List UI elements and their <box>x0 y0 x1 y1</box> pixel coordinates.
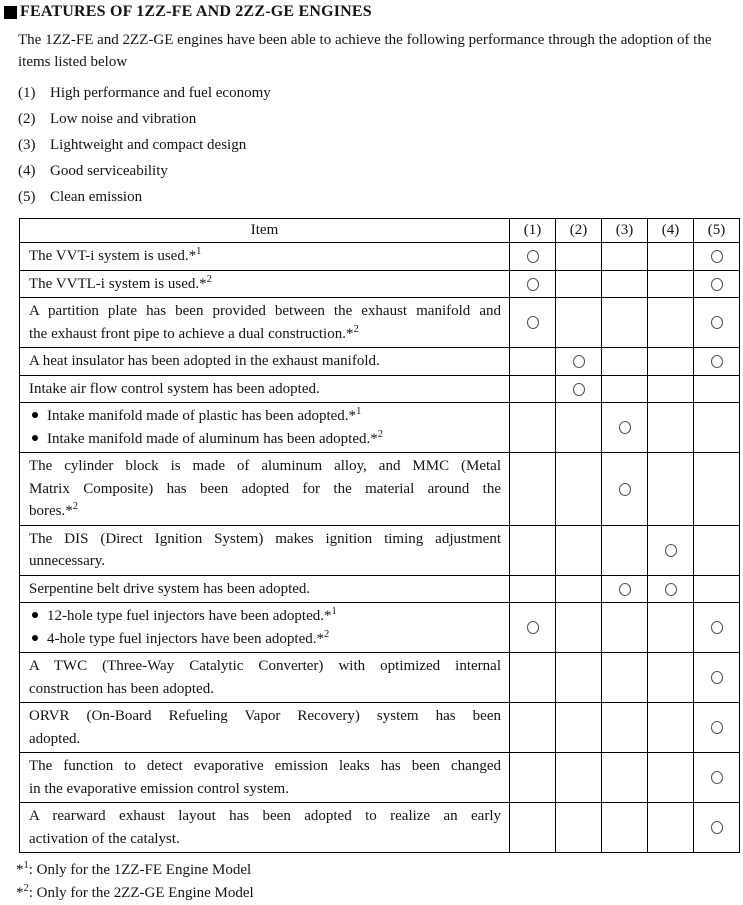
mark-cell-empty <box>556 753 602 803</box>
item-text: The VVTL-i system is used.* <box>29 275 207 292</box>
item-text-line <box>29 655 501 678</box>
mark-cell-checked <box>694 653 740 703</box>
footnote-ref: 2 <box>353 323 359 335</box>
mark-cell-empty <box>602 298 648 348</box>
item-text-line <box>29 805 501 828</box>
mark-cell-empty <box>602 753 648 803</box>
item-text: 4-hole type fuel injectors have been adopted.* <box>47 630 324 647</box>
item-text: construction has been adopted. <box>29 680 214 697</box>
check-circle-icon <box>527 250 539 263</box>
item-text: Matrix Composite) has been adopted for the material around the <box>29 480 501 497</box>
check-circle-icon <box>711 671 723 684</box>
mark-cell-checked <box>510 243 556 271</box>
mark-cell-empty <box>648 803 694 853</box>
mark-cell-checked <box>510 270 556 298</box>
performance-item <box>18 138 735 153</box>
mark-cell-checked <box>694 803 740 853</box>
footnotes <box>16 859 735 905</box>
item-text-line <box>29 478 501 501</box>
item-text-line <box>29 350 501 373</box>
mark-cell-empty <box>602 375 648 403</box>
mark-cell-empty <box>648 298 694 348</box>
mark-cell-empty <box>556 603 602 653</box>
check-circle-icon <box>711 250 723 263</box>
footnote-ref: 2 <box>323 628 330 640</box>
mark-cell-checked <box>694 348 740 376</box>
mark-cell-checked <box>510 603 556 653</box>
item-text-line <box>29 828 501 851</box>
performance-item <box>18 190 735 205</box>
item-text: A partition plate has been provided between the exhaust manifold and <box>29 303 501 319</box>
mark-cell-empty <box>510 453 556 526</box>
mark-cell-checked <box>510 298 556 348</box>
item-text-line <box>29 550 501 573</box>
mark-cell-empty <box>556 653 602 703</box>
mark-cell-empty <box>556 703 602 753</box>
item-text: activation of the catalyst. <box>29 830 180 847</box>
feature-table-body <box>20 243 740 853</box>
intro-paragraph: The 1ZZ-FE and 2ZZ-GE engines have been able to achieve the following performance through the adoption of the items listed below <box>18 32 712 70</box>
mark-cell-empty <box>648 453 694 526</box>
item-text: in the evaporative emission control system. <box>29 780 289 797</box>
mark-cell-checked <box>602 453 648 526</box>
mark-cell-empty <box>694 453 740 526</box>
item-text-line <box>29 378 501 401</box>
item-text-line <box>29 705 501 728</box>
item-text: The cylinder block is made of aluminum alloy, and MMC (Metal <box>29 458 501 474</box>
performance-item <box>18 112 735 127</box>
check-circle-icon <box>573 355 585 368</box>
table-row <box>20 453 740 526</box>
performance-item-label: Lightweight and compact design <box>50 137 247 153</box>
table-row <box>20 525 740 575</box>
table-row <box>20 243 740 271</box>
mark-cell-empty <box>510 348 556 376</box>
mark-cell-checked <box>694 243 740 271</box>
table-row <box>20 575 740 603</box>
mark-cell-empty <box>556 270 602 298</box>
performance-item-number: (1) <box>18 85 36 101</box>
item-cell <box>20 525 510 575</box>
check-circle-icon <box>619 483 631 496</box>
mark-cell-empty <box>556 525 602 575</box>
mark-cell-checked <box>694 270 740 298</box>
check-circle-icon <box>619 583 631 596</box>
table-row <box>20 298 740 348</box>
mark-cell-empty <box>602 270 648 298</box>
check-circle-icon <box>665 583 677 596</box>
bullet-icon <box>32 412 38 418</box>
performance-item-label: High performance and fuel economy <box>50 85 271 101</box>
item-text-line <box>29 628 501 651</box>
mark-cell-empty <box>648 603 694 653</box>
table-row <box>20 703 740 753</box>
mark-cell-empty <box>602 653 648 703</box>
mark-cell-checked <box>694 298 740 348</box>
check-circle-icon <box>573 383 585 396</box>
footnote-text: : Only for the 1ZZ-FE Engine Model <box>28 862 252 878</box>
mark-cell-empty <box>602 243 648 271</box>
section-marker-icon <box>4 6 17 19</box>
footnote-ref: 1 <box>196 246 202 257</box>
check-circle-icon <box>527 278 539 291</box>
column-header: (2) <box>556 219 602 243</box>
check-circle-icon <box>665 544 677 557</box>
check-circle-icon <box>527 621 539 634</box>
mark-cell-empty <box>556 803 602 853</box>
mark-cell-empty <box>602 703 648 753</box>
item-text: Intake manifold made of plastic has been adopted.* <box>47 408 357 424</box>
bullet-icon <box>32 635 38 641</box>
table-header-row <box>20 219 740 243</box>
footnote <box>16 882 735 905</box>
check-circle-icon <box>711 771 723 784</box>
column-header: (4) <box>648 219 694 243</box>
footnote-ref: 1 <box>356 406 362 417</box>
performance-item-number: (5) <box>18 189 36 205</box>
mark-cell-empty <box>602 348 648 376</box>
mark-cell-empty <box>556 403 602 453</box>
check-circle-icon <box>527 316 539 329</box>
footnote-star: * <box>16 885 24 901</box>
mark-cell-checked <box>602 403 648 453</box>
performance-item <box>18 86 735 101</box>
item-text: adopted. <box>29 730 81 747</box>
mark-cell-checked <box>602 575 648 603</box>
item-text-line <box>29 273 501 296</box>
item-text: ORVR (On-Board Refueling Vapor Recovery) system has been <box>29 708 501 724</box>
item-text: Serpentine belt drive system has been adopted. <box>29 580 311 597</box>
mark-cell-empty <box>510 575 556 603</box>
item-text: the exhaust front pipe to achieve a dual construction.* <box>29 325 354 342</box>
item-text: bores.* <box>29 503 73 519</box>
column-header: (3) <box>602 219 648 243</box>
mark-cell-empty <box>648 243 694 271</box>
bullet-icon <box>32 435 38 441</box>
mark-cell-empty <box>648 403 694 453</box>
mark-cell-empty <box>510 403 556 453</box>
item-text: The DIS (Direct Ignition System) makes ignition timing adjustment <box>29 530 501 547</box>
item-cell <box>20 375 510 403</box>
table-row <box>20 603 740 653</box>
item-text-line <box>29 605 501 628</box>
footnote-ref: 2 <box>206 273 212 285</box>
table-row <box>20 375 740 403</box>
item-text: unnecessary. <box>29 553 106 569</box>
item-cell <box>20 603 510 653</box>
column-header: (5) <box>694 219 740 243</box>
mark-cell-checked <box>694 703 740 753</box>
mark-cell-empty <box>510 525 556 575</box>
item-text: The function to detect evaporative emission leaks has been changed <box>29 758 501 774</box>
item-text-line <box>29 300 501 323</box>
mark-cell-empty <box>648 375 694 403</box>
performance-list <box>18 86 735 205</box>
check-circle-icon <box>711 278 723 291</box>
item-cell <box>20 703 510 753</box>
mark-cell-empty <box>602 525 648 575</box>
check-circle-icon <box>711 721 723 734</box>
check-circle-icon <box>711 621 723 634</box>
item-cell <box>20 453 510 526</box>
item-cell <box>20 753 510 803</box>
mark-cell-checked <box>556 348 602 376</box>
item-cell <box>20 803 510 853</box>
footnote-sup: 1 <box>23 860 29 871</box>
item-cell <box>20 575 510 603</box>
mark-cell-checked <box>694 753 740 803</box>
item-text-line <box>29 528 501 551</box>
mark-cell-empty <box>556 243 602 271</box>
table-row <box>20 653 740 703</box>
mark-cell-empty <box>556 575 602 603</box>
mark-cell-empty <box>648 348 694 376</box>
mark-cell-empty <box>694 403 740 453</box>
item-text-line <box>29 578 501 601</box>
mark-cell-empty <box>694 575 740 603</box>
check-circle-icon <box>619 421 631 434</box>
mark-cell-empty <box>648 753 694 803</box>
check-circle-icon <box>711 316 723 329</box>
item-text-line <box>29 728 501 751</box>
performance-item-number: (3) <box>18 137 36 153</box>
item-text: 12-hole type fuel injectors have been adopted.* <box>47 608 332 624</box>
item-cell <box>20 243 510 271</box>
mark-cell-checked <box>648 525 694 575</box>
table-row <box>20 753 740 803</box>
footnote <box>16 859 735 882</box>
mark-cell-empty <box>694 375 740 403</box>
item-text-line <box>29 678 501 701</box>
item-text-line <box>29 755 501 778</box>
item-text-line <box>29 778 501 801</box>
check-circle-icon <box>711 355 723 368</box>
mark-cell-empty <box>694 525 740 575</box>
table-row <box>20 403 740 453</box>
footnote-text: : Only for the 2ZZ-GE Engine Model <box>28 885 254 901</box>
mark-cell-empty <box>648 703 694 753</box>
section-title <box>4 3 735 21</box>
item-text: A heat insulator has been adopted in the exhaust manifold. <box>29 353 380 369</box>
check-circle-icon <box>711 821 723 834</box>
footnote-ref: 2 <box>72 501 78 512</box>
item-column-header: Item <box>20 219 510 243</box>
item-text: A rearward exhaust layout has been adopted to realize an early <box>29 808 501 824</box>
item-cell <box>20 653 510 703</box>
footnote-ref: 1 <box>331 606 337 617</box>
mark-cell-checked <box>648 575 694 603</box>
feature-table <box>19 218 740 853</box>
item-text: Intake air flow control system has been adopted. <box>29 380 320 397</box>
section-title-text: FEATURES OF 1ZZ-FE AND 2ZZ-GE ENGINES <box>20 3 372 20</box>
mark-cell-empty <box>510 375 556 403</box>
column-header: (1) <box>510 219 556 243</box>
performance-item-number: (2) <box>18 111 36 127</box>
mark-cell-empty <box>510 803 556 853</box>
performance-item-label: Clean emission <box>50 189 143 205</box>
footnote-sup: 2 <box>23 883 29 894</box>
mark-cell-empty <box>648 653 694 703</box>
mark-cell-checked <box>556 375 602 403</box>
item-text: A TWC (Three-Way Catalytic Converter) with optimized internal <box>29 658 501 674</box>
item-cell <box>20 403 510 453</box>
performance-item-number: (4) <box>18 163 36 179</box>
item-cell <box>20 298 510 348</box>
table-row <box>20 803 740 853</box>
item-text-line <box>29 245 501 268</box>
bullet-icon <box>32 612 38 618</box>
mark-cell-empty <box>556 453 602 526</box>
item-text-line <box>29 428 501 451</box>
item-cell <box>20 348 510 376</box>
mark-cell-empty <box>602 803 648 853</box>
item-text-line <box>29 323 501 346</box>
performance-item-label: Low noise and vibration <box>50 111 197 127</box>
performance-item <box>18 164 735 179</box>
mark-cell-checked <box>694 603 740 653</box>
mark-cell-empty <box>602 603 648 653</box>
mark-cell-empty <box>510 653 556 703</box>
footnote-ref: 2 <box>377 428 383 440</box>
performance-item-label: Good serviceability <box>50 163 168 179</box>
item-text-line <box>29 500 501 523</box>
item-text: The VVT-i system is used.* <box>29 248 197 264</box>
footnote-star: * <box>16 862 24 878</box>
table-row <box>20 270 740 298</box>
mark-cell-empty <box>648 270 694 298</box>
table-row <box>20 348 740 376</box>
mark-cell-empty <box>556 298 602 348</box>
item-text: Intake manifold made of aluminum has been adopted.* <box>47 430 378 447</box>
item-cell <box>20 270 510 298</box>
item-text-line <box>29 455 501 478</box>
item-text-line <box>29 405 501 428</box>
mark-cell-empty <box>510 753 556 803</box>
mark-cell-empty <box>510 703 556 753</box>
